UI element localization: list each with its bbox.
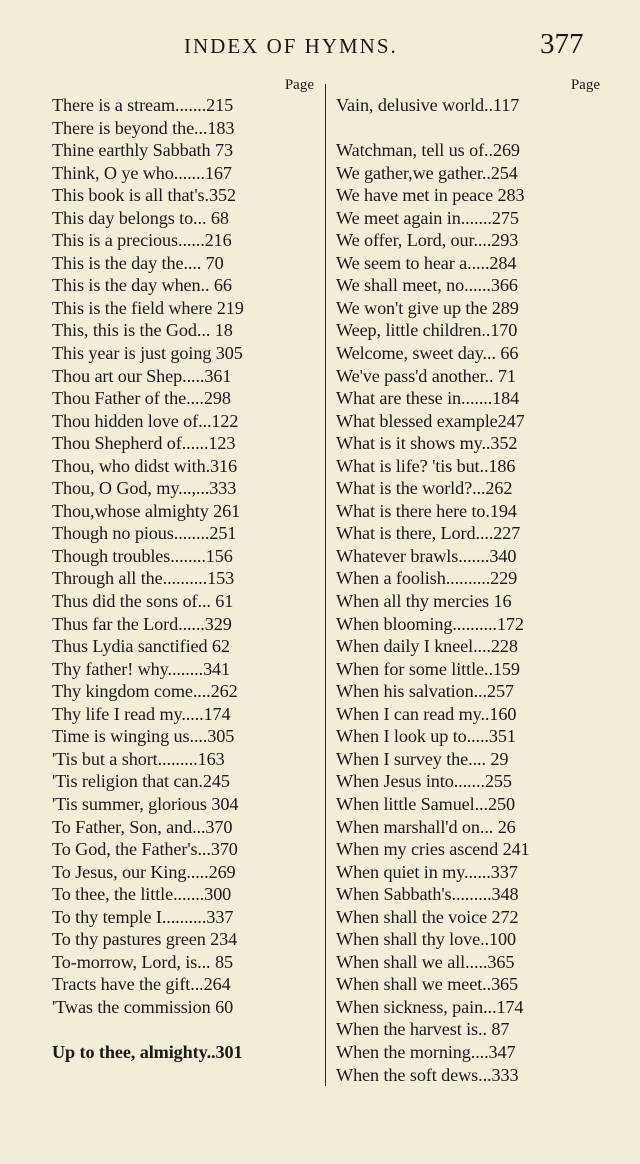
index-entry: There is beyond the...183 (52, 117, 235, 138)
index-entry: We won't give up the 289 (336, 297, 519, 318)
index-entry: Vain, delusive world..117 (336, 95, 520, 115)
index-entry: We seem to hear a.....284 (336, 252, 517, 273)
page-number: 377 (540, 28, 584, 60)
index-entry: Thy father! why........341 (52, 658, 231, 679)
index-entry: Thus far the Lord......329 (52, 613, 232, 634)
index-entry: 'Twas the commission 60 (52, 996, 234, 1017)
index-entry: When Sabbath's.........348 (336, 884, 519, 905)
index-entry: Through all the..........153 (52, 568, 235, 589)
index-entry: When sickness, pain...174 (336, 996, 524, 1017)
index-entry: To thy pastures green 234 (52, 929, 238, 950)
index-entry: What are these in.......184 (336, 388, 520, 409)
index-entry: We shall meet, no......366 (336, 275, 518, 296)
index-entry: Thus Lydia sanctified 62 (52, 636, 230, 657)
index-entry: Weep, little children..170 (336, 320, 518, 341)
index-entry: Thou Father of the....298 (52, 388, 231, 409)
index-entry: Thou,whose almighty 261 (52, 500, 241, 521)
index-entry: When I survey the.... 29 (336, 748, 509, 769)
index-entry: Thou art our Shep.....361 (52, 365, 232, 386)
index-entry: We've pass'd another.. 71 (336, 365, 516, 386)
index-entry: Think, O ye who.......167 (52, 162, 232, 183)
index-entry: Thou hidden love of...122 (52, 410, 239, 431)
index-entry: Thou Shepherd of......123 (52, 433, 236, 454)
index-entry: This is the day when.. 66 (52, 275, 232, 296)
index-entry: What is life? 'tis but..186 (336, 455, 516, 476)
index-entry: When his salvation...257 (336, 681, 514, 702)
index-entry: We have met in peace 283 (336, 185, 525, 206)
index-entry: We meet again in.......275 (336, 207, 519, 228)
index-entry: This year is just going 305 (52, 343, 243, 364)
index-entry: Welcome, sweet day... 66 (336, 343, 519, 364)
index-entry: When the harvest is.. 87 (336, 1019, 510, 1040)
index-entry: What is the world?...262 (336, 478, 513, 499)
page-column-label: Page (570, 77, 600, 93)
index-entry: When all thy mercies 16 (336, 591, 512, 612)
index-entry: When the soft dews...333 (336, 1064, 519, 1085)
index-entry: We offer, Lord, our....293 (336, 230, 519, 251)
index-entry: To Jesus, our King.....269 (52, 861, 236, 882)
index-entry: When the morning....347 (336, 1041, 516, 1062)
index-entry: This, this is the God... 18 (52, 320, 233, 341)
index-entry: Whatever brawls.......340 (336, 545, 517, 566)
index-entry: To thy temple I..........337 (52, 906, 234, 927)
index-entry: Thou, who didst with.316 (52, 455, 238, 476)
index-entry: This is the day the.... 70 (52, 252, 224, 273)
index-entry: Thine earthly Sabbath 73 (52, 140, 233, 161)
right-column (336, 76, 600, 1086)
index-entry: When shall the voice 272 (336, 906, 519, 927)
hymn-index-list (52, 94, 314, 1018)
index-entry: When Jesus into.......255 (336, 771, 512, 792)
hymn-index-list (336, 139, 600, 1086)
spacer (336, 117, 600, 140)
index-entry: Tracts have the gift...264 (52, 974, 231, 995)
page-header (0, 28, 640, 68)
index-entry: Thy life I read my.....174 (52, 703, 231, 724)
index-entry: Thus did the sons of... 61 (52, 591, 234, 612)
index-entry: When quiet in my......337 (336, 861, 518, 882)
index-entry: What is there, Lord....227 (336, 523, 521, 544)
index-entry: 'Tis summer, glorious 304 (52, 793, 239, 814)
index-entry: When daily I kneel....228 (336, 636, 518, 657)
index-entry: When I look up to.....351 (336, 726, 516, 747)
index-entry: 'Tis religion that can.245 (52, 771, 230, 792)
index-entry: When little Samuel...250 (336, 793, 515, 814)
index-entry: Thy kingdom come....262 (52, 681, 238, 702)
index-entry: Though troubles........156 (52, 545, 233, 566)
index-entry: When for some little..159 (336, 658, 520, 679)
page-title: INDEX OF HYMNS. (184, 34, 398, 58)
page-column-label: Page (284, 77, 314, 93)
index-entry: To thee, the little.......300 (52, 884, 232, 905)
index-entry: When shall thy love..100 (336, 929, 516, 950)
index-entry: Up to thee, almighty..301 (52, 1041, 243, 1062)
index-entry: Though no pious........251 (52, 523, 237, 544)
index-entry: We gather,we gather..254 (336, 162, 518, 183)
index-entry: When my cries ascend 241 (336, 839, 530, 860)
index-entry: This is a precious......216 (52, 230, 232, 251)
index-entry: When shall we meet..365 (336, 974, 519, 995)
index-entry: To Father, Son, and...370 (52, 816, 233, 837)
index-entry: What is there here to.194 (336, 500, 517, 521)
index-entry: This book is all that's.352 (52, 185, 236, 206)
index-entry: When I can read my..160 (336, 703, 517, 724)
index-entry: When blooming..........172 (336, 613, 524, 634)
index-entry: When marshall'd on... 26 (336, 816, 516, 837)
index-entry: There is a stream.......215 (52, 95, 234, 115)
index-entry: 'Tis but a short.........163 (52, 748, 225, 769)
index-entry: When shall we all.....365 (336, 951, 515, 972)
index-entry: What is it shows my..352 (336, 433, 518, 454)
index-entry: Time is winging us....305 (52, 726, 235, 747)
index-entry: Thou, O God, my...,...333 (52, 478, 237, 499)
column-divider (325, 84, 326, 1086)
index-entry: Watchman, tell us of..269 (336, 140, 520, 161)
index-entry: This day belongs to... 68 (52, 207, 229, 228)
index-entry: What blessed example247 (336, 410, 525, 431)
index-entry: This is the field where 219 (52, 297, 244, 318)
index-entry: To God, the Father's...370 (52, 839, 238, 860)
spacer (52, 1018, 314, 1041)
index-entry: To-morrow, Lord, is... 85 (52, 951, 233, 972)
index-entry: When a foolish..........229 (336, 568, 518, 589)
left-column (52, 76, 314, 1064)
